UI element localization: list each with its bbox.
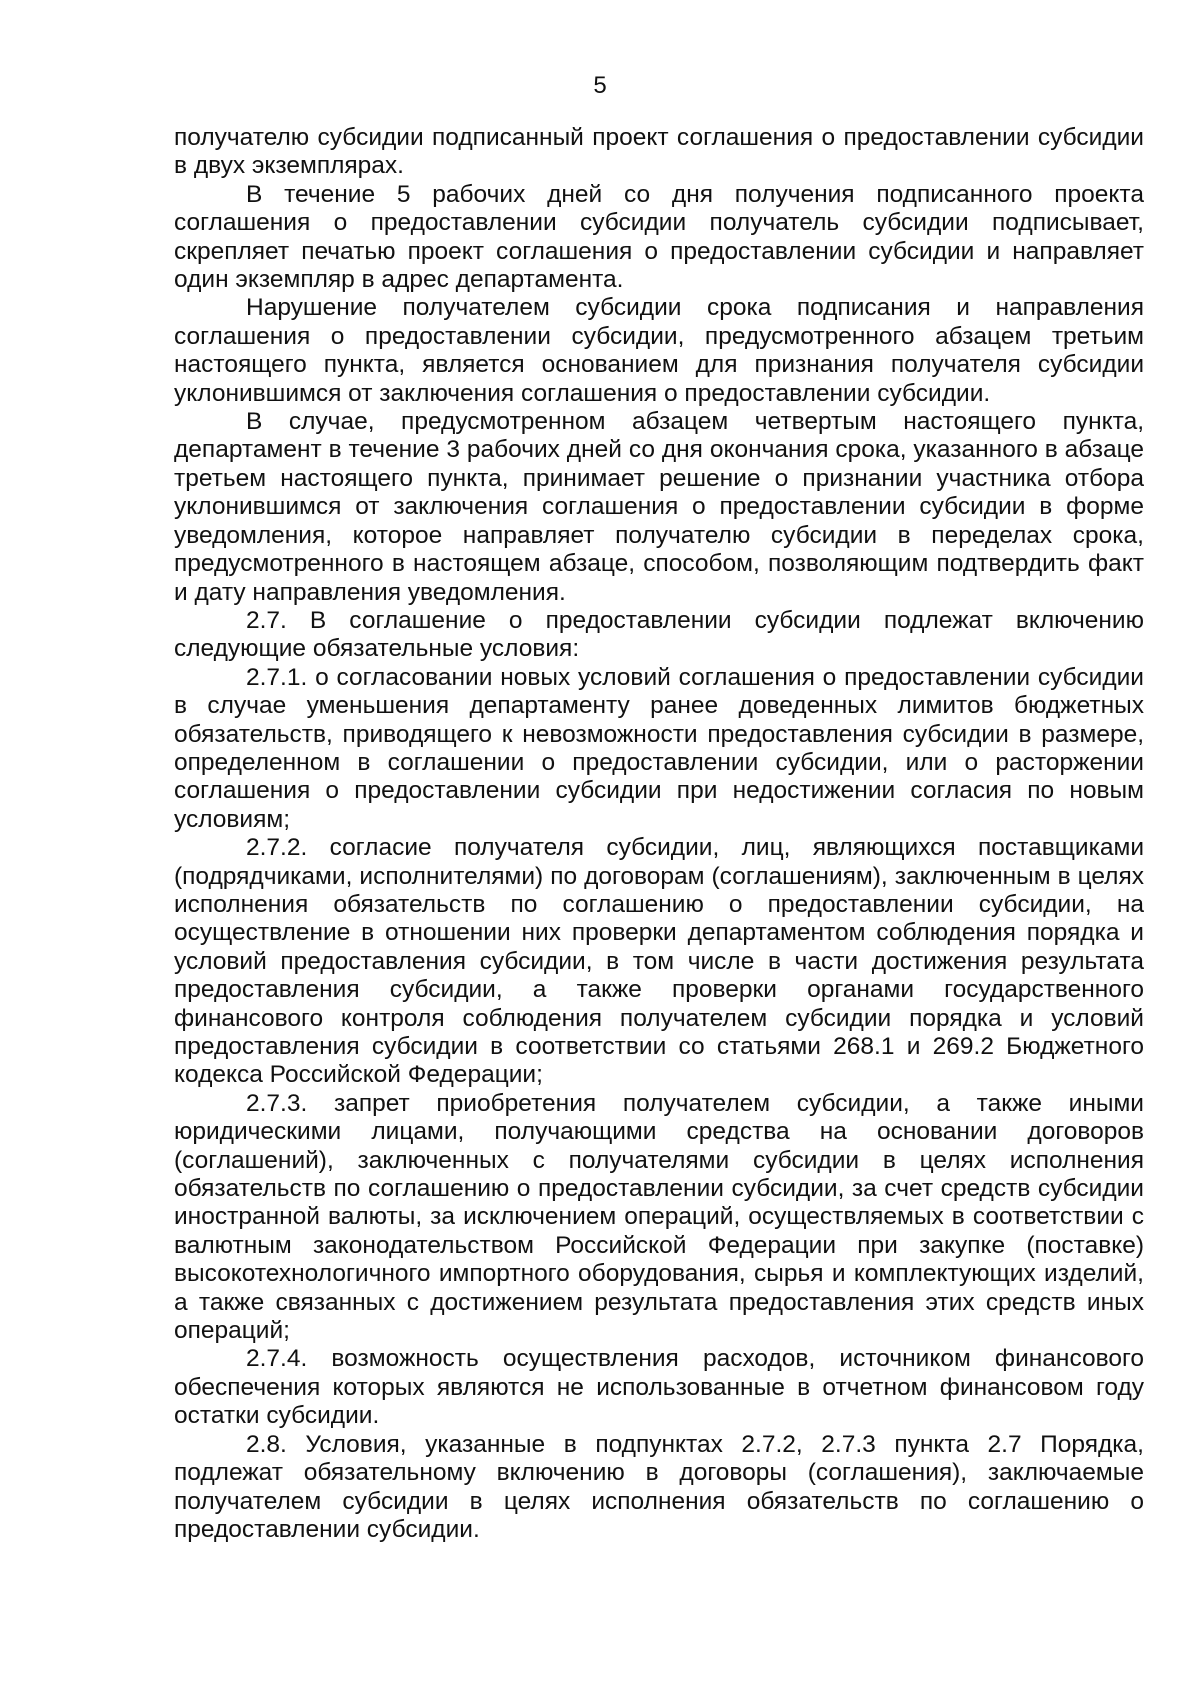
clause-2-7: 2.7. В соглашение о предоставлении субсидии подлежат включению следующие обязательные условия: xyxy=(174,606,1144,663)
clause-2-7-4: 2.7.4. возможность осуществления расходов, источником финансового обеспечения которых являются не использованные в отчетном финансовом году остатки субсидии. xyxy=(174,1345,1144,1430)
clause-2-7-1: 2.7.1. о согласовании новых условий соглашения о предоставлении субсидии в случае уменьшения департаменту ранее доведенных лимитов бюджетных обязательств, приводящего к невозможности предоставления субсидии в размере, определенном в соглашении о предоставлении субсидии, или о расторжении соглашения о предоставлении субсидии при недостижении согласия по новым условиям; xyxy=(174,663,1144,833)
paragraph-signing-deadline: В течение 5 рабочих дней со дня получения подписанного проекта соглашения о предоставлении субсидии получатель субсидии подписывает, скрепляет печатью проект соглашения о предоставлении субсидии и направляет один экземпляр в адрес департамента. xyxy=(174,180,1144,294)
paragraph-decision: В случае, предусмотренном абзацем четвертым настоящего пункта, департамент в течение 3 рабочих дней со дня окончания срока, указанного в абзаце третьем настоящего пункта, принимает решение о признании участника отбора уклонившимся от заключения соглашения о предоставлении субсидии в форме уведомления, которое направляет получателю субсидии в переделах срока, предусмотренного в настоящем абзаце, способом, позволяющим подтвердить факт и дату направления уведомления. xyxy=(174,408,1144,606)
clause-2-7-3: 2.7.3. запрет приобретения получателем субсидии, а также иными юридическими лицами, получающими средства на основании договоров (соглашений), заключенных с получателями субсидии в целях исполнения обязательств по соглашению о предоставлении субсидии, за счет средств субсидии иностранной валюты, за исключением операций, осуществляемых в соответствии с валютным законодательством Российской Федерации при закупке (поставке) высокотехнологичного импортного оборудования, сырья и комплектующих изделий, а также связанных с достижением результата предоставления этих средств иных операций; xyxy=(174,1089,1144,1345)
clause-2-7-2: 2.7.2. согласие получателя субсидии, лиц, являющихся поставщиками (подрядчиками, исполнителями) по договорам (соглашениям), заключенным в целях исполнения обязательств по соглашению о предоставлении субсидии, на осуществление в отношении них проверки департаментом соблюдения порядка и условий предоставления субсидии, в том числе в части достижения результата предоставления субсидии, а также проверки органами государственного финансового контроля соблюдения получателем субсидии порядка и условий предоставления субсидии в соответствии со статьями 268.1 и 269.2 Бюджетного кодекса Российской Федерации; xyxy=(174,834,1144,1089)
clause-2-8: 2.8. Условия, указанные в подпунктах 2.7.2, 2.7.3 пункта 2.7 Порядка, подлежат обязательному включению в договоры (соглашения), заключаемые получателем субсидии в целях исполнения обязательств по соглашению о предоставлении субсидии. xyxy=(174,1430,1144,1543)
paragraph-continuation: получателю субсидии подписанный проект соглашения о предоставлении субсидии в двух экземплярах. xyxy=(174,124,1144,180)
page-number: 5 xyxy=(593,72,607,99)
document-body xyxy=(174,124,1144,1544)
paragraph-violation: Нарушение получателем субсидии срока подписания и направления соглашения о предоставлении субсидии, предусмотренного абзацем третьим настоящего пункта, является основанием для признания получателя субсидии уклонившимся от заключения соглашения о предоставлении субсидии. xyxy=(174,294,1144,407)
